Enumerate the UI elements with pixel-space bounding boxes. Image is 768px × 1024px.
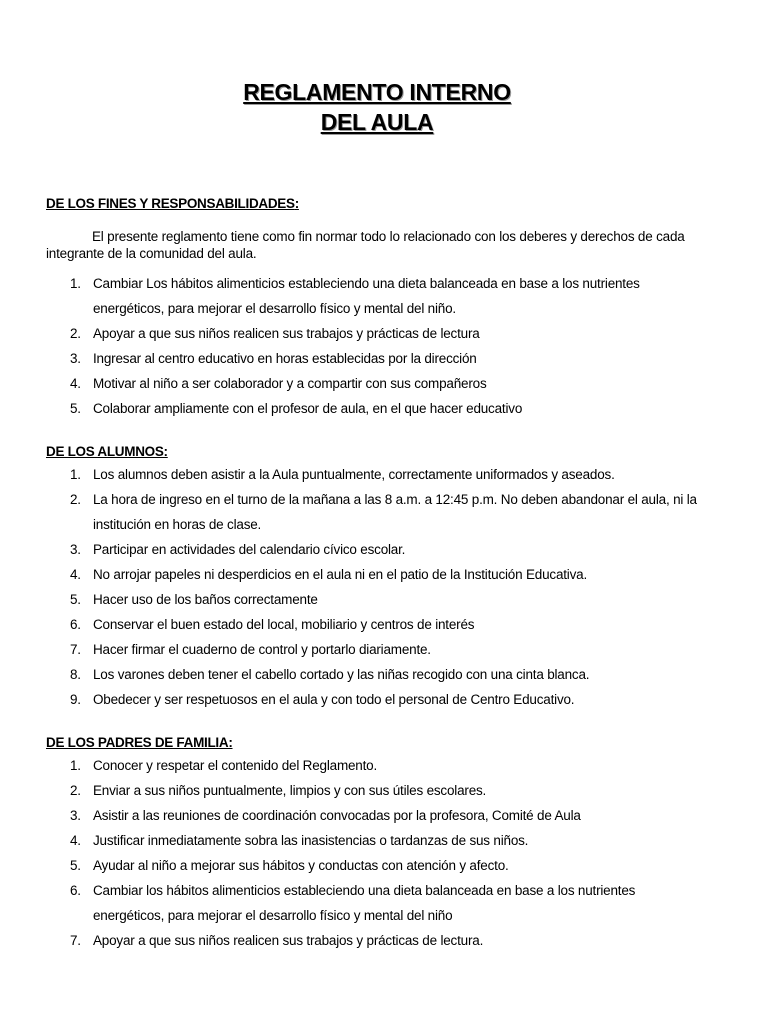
list-item-text: Conservar el buen estado del local, mobiliario y centros de interés (93, 617, 475, 632)
document-title (46, 0, 708, 137)
list-item-number: 2. (70, 783, 81, 798)
list-item-number: 1. (70, 758, 81, 773)
numbered-list (46, 753, 708, 953)
list-item (46, 662, 708, 687)
list-item-text: Enviar a sus niños puntualmente, limpios y con sus útiles escolares. (93, 783, 487, 798)
list-item (46, 687, 708, 712)
section-heading (46, 196, 708, 212)
list-item-number: 5. (70, 592, 81, 607)
list-item-text: Hacer firmar el cuaderno de control y portarlo diariamente. (93, 642, 431, 657)
list-item (46, 778, 708, 803)
section-intro: El presente reglamento tiene como fin normar todo lo relacionado con los deberes y derechos de cada integrante de la comunidad del aula. (46, 229, 685, 261)
list-item-number: 1. (70, 467, 81, 482)
section-heading: DE LOS ALUMNOS: (46, 444, 168, 459)
list-item (46, 487, 708, 537)
list-item-number: 2. (70, 492, 81, 507)
list-item (46, 803, 708, 828)
list-item (46, 396, 708, 421)
list-item-number: 4. (70, 376, 81, 391)
list-item (46, 878, 708, 928)
list-item-number: 3. (70, 351, 81, 366)
list-item-number: 9. (70, 692, 81, 707)
list-item-number: 6. (70, 617, 81, 632)
list-item-text: Justificar inmediatamente sobra las inasistencias o tardanzas de sus niños. (93, 833, 529, 848)
list-item-text: No arrojar papeles ni desperdicios en el aula ni en el patio de la Institución Educativa. (93, 567, 588, 582)
list-item (46, 537, 708, 562)
section-alumnos (46, 444, 708, 712)
list-item-text: Apoyar a que sus niños realicen sus trabajos y prácticas de lectura (93, 326, 480, 341)
list-item-number: 7. (70, 933, 81, 948)
list-item (46, 462, 708, 487)
list-item (46, 612, 708, 637)
list-item-text: La hora de ingreso en el turno de la mañana a las 8 a.m. a 12:45 p.m. No deben abandonar el aula, ni la institución en horas de clase. (93, 492, 697, 532)
list-item-number: 5. (70, 858, 81, 873)
list-item (46, 346, 708, 371)
section-fines-responsabilidades (46, 196, 708, 421)
list-item-text: Asistir a las reuniones de coordinación convocadas por la profesora, Comité de Aula (93, 808, 581, 823)
list-item-text: Ingresar al centro educativo en horas establecidas por la dirección (93, 351, 477, 366)
list-item-number: 8. (70, 667, 81, 682)
list-item-text: Los varones deben tener el cabello cortado y las niñas recogido con una cinta blanca. (93, 667, 590, 682)
list-item-text: Participar en actividades del calendario cívico escolar. (93, 542, 406, 557)
list-item-text: Cambiar los hábitos alimenticios estableciendo una dieta balanceada en base a los nutrientes energéticos, para mejorar el desarrollo físico y mental del niño (93, 883, 636, 923)
list-item-text: Hacer uso de los baños correctamente (93, 592, 318, 607)
list-item-number: 2. (70, 326, 81, 341)
list-item (46, 371, 708, 396)
list-item (46, 828, 708, 853)
title-line-1: REGLAMENTO INTERNO (243, 79, 511, 105)
section-heading-text: DE LOS FINES Y RESPONSABILIDADES (46, 196, 295, 211)
list-item-text: Motivar al niño a ser colaborador y a compartir con sus compañeros (93, 376, 487, 391)
list-item-text: Colaborar ampliamente con el profesor de aula, en el que hacer educativo (93, 401, 523, 416)
list-item-number: 3. (70, 808, 81, 823)
list-item (46, 321, 708, 346)
list-item-text: Ayudar al niño a mejorar sus hábitos y conductas con atención y afecto. (93, 858, 509, 873)
list-item (46, 637, 708, 662)
list-item (46, 853, 708, 878)
list-item (46, 587, 708, 612)
list-item-number: 5. (70, 401, 81, 416)
list-item-number: 4. (70, 833, 81, 848)
list-item-number: 3. (70, 542, 81, 557)
numbered-list (46, 271, 708, 421)
list-item-number: 4. (70, 567, 81, 582)
list-item-number: 7. (70, 642, 81, 657)
title-line-2: DEL AULA (320, 109, 434, 135)
section-heading-colon: : (294, 196, 299, 211)
list-item (46, 562, 708, 587)
list-item (46, 753, 708, 778)
list-item-text: Apoyar a que sus niños realicen sus trabajos y prácticas de lectura. (93, 933, 484, 948)
list-item-text: Cambiar Los hábitos alimenticios estableciendo una dieta balanceada en base a los nutrientes energéticos, para mejorar el desarrollo físico y mental del niño. (93, 276, 640, 316)
list-item-text: Conocer y respetar el contenido del Reglamento. (93, 758, 378, 773)
section-heading: DE LOS PADRES DE FAMILIA: (46, 735, 233, 750)
list-item-text: Los alumnos deben asistir a la Aula puntualmente, correctamente uniformados y aseados. (93, 467, 615, 482)
list-item (46, 271, 708, 321)
list-item (46, 928, 708, 953)
section-padres-de-familia (46, 735, 708, 953)
list-item-number: 1. (70, 276, 81, 291)
list-item-text: Obedecer y ser respetuosos en el aula y con todo el personal de Centro Educativo. (93, 692, 575, 707)
list-item-number: 6. (70, 883, 81, 898)
numbered-list (46, 462, 708, 712)
